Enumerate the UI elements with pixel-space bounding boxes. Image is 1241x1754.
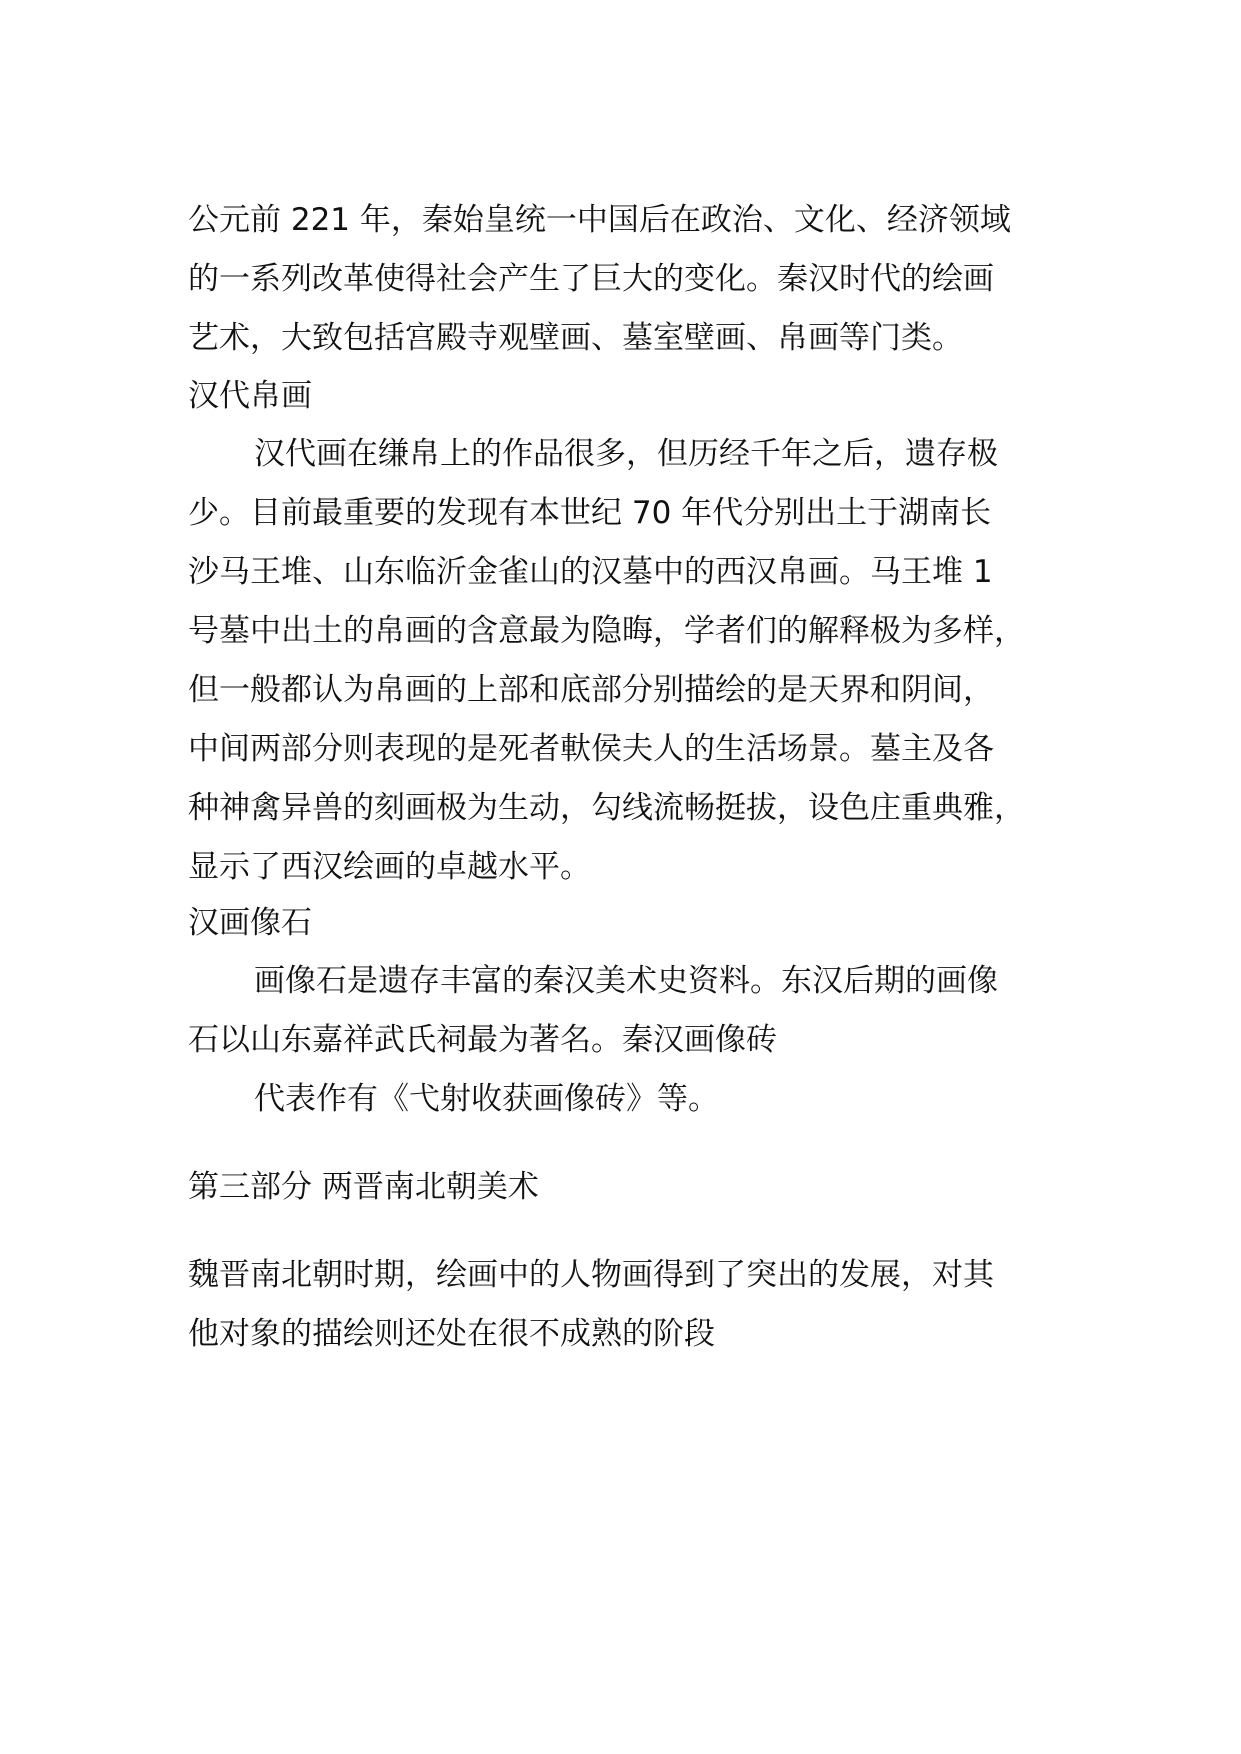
paragraph-1-line-2: 的一系列改革使得社会产生了巨大的变化。秦汉时代的绘画	[188, 261, 994, 297]
paragraph-5-line-1: 魏晋南北朝时期，绘画中的人物画得到了突出的发展，对其	[188, 1257, 994, 1293]
paragraph-1-line-3: 艺术，大致包括宫殿寺观壁画、墓室壁画、帛画等门类。	[188, 320, 963, 356]
section-heading-han-stone-relief: 汉画像石	[188, 905, 312, 941]
paragraph-2-line-1: 汉代画在缣帛上的作品很多，但历经千年之后，遗存极	[254, 436, 998, 472]
paragraph-3-line-2: 石以山东嘉祥武氏祠最为著名。秦汉画像砖	[188, 1022, 777, 1058]
paragraph-1-line-1: 公元前 221 年，秦始皇统一中国后在政治、文化、经济领域	[188, 202, 1011, 238]
paragraph-2-line-4: 号墓中出土的帛画的含意最为隐晦，学者们的解释极为多样，	[188, 613, 1025, 649]
paragraph-2-line-7: 种神禽异兽的刻画极为生动，勾线流畅挺拔，设色庄重典雅，	[188, 790, 1025, 826]
section-heading-han-silk-painting: 汉代帛画	[188, 378, 312, 414]
paragraph-2-line-6: 中间两部分则表现的是死者軑侯夫人的生活场景。墓主及各	[188, 731, 994, 767]
paragraph-5-line-2: 他对象的描绘则还处在很不成熟的阶段	[188, 1316, 715, 1352]
paragraph-2-line-5: 但一般都认为帛画的上部和底部分别描绘的是天界和阴间，	[188, 672, 994, 708]
paragraph-2-line-3: 沙马王堆、山东临沂金雀山的汉墓中的西汉帛画。马王堆 1	[188, 554, 993, 590]
paragraph-2-line-8: 显示了西汉绘画的卓越水平。	[188, 849, 591, 885]
paragraph-4-line-1: 代表作有《弋射收获画像砖》等。	[254, 1081, 719, 1117]
part-three-heading: 第三部分 两晋南北朝美术	[188, 1169, 539, 1205]
paragraph-2-line-2: 少。目前最重要的发现有本世纪 70 年代分别出土于湖南长	[188, 495, 992, 531]
paragraph-3-line-1: 画像石是遗存丰富的秦汉美术史资料。东汉后期的画像	[254, 963, 998, 999]
